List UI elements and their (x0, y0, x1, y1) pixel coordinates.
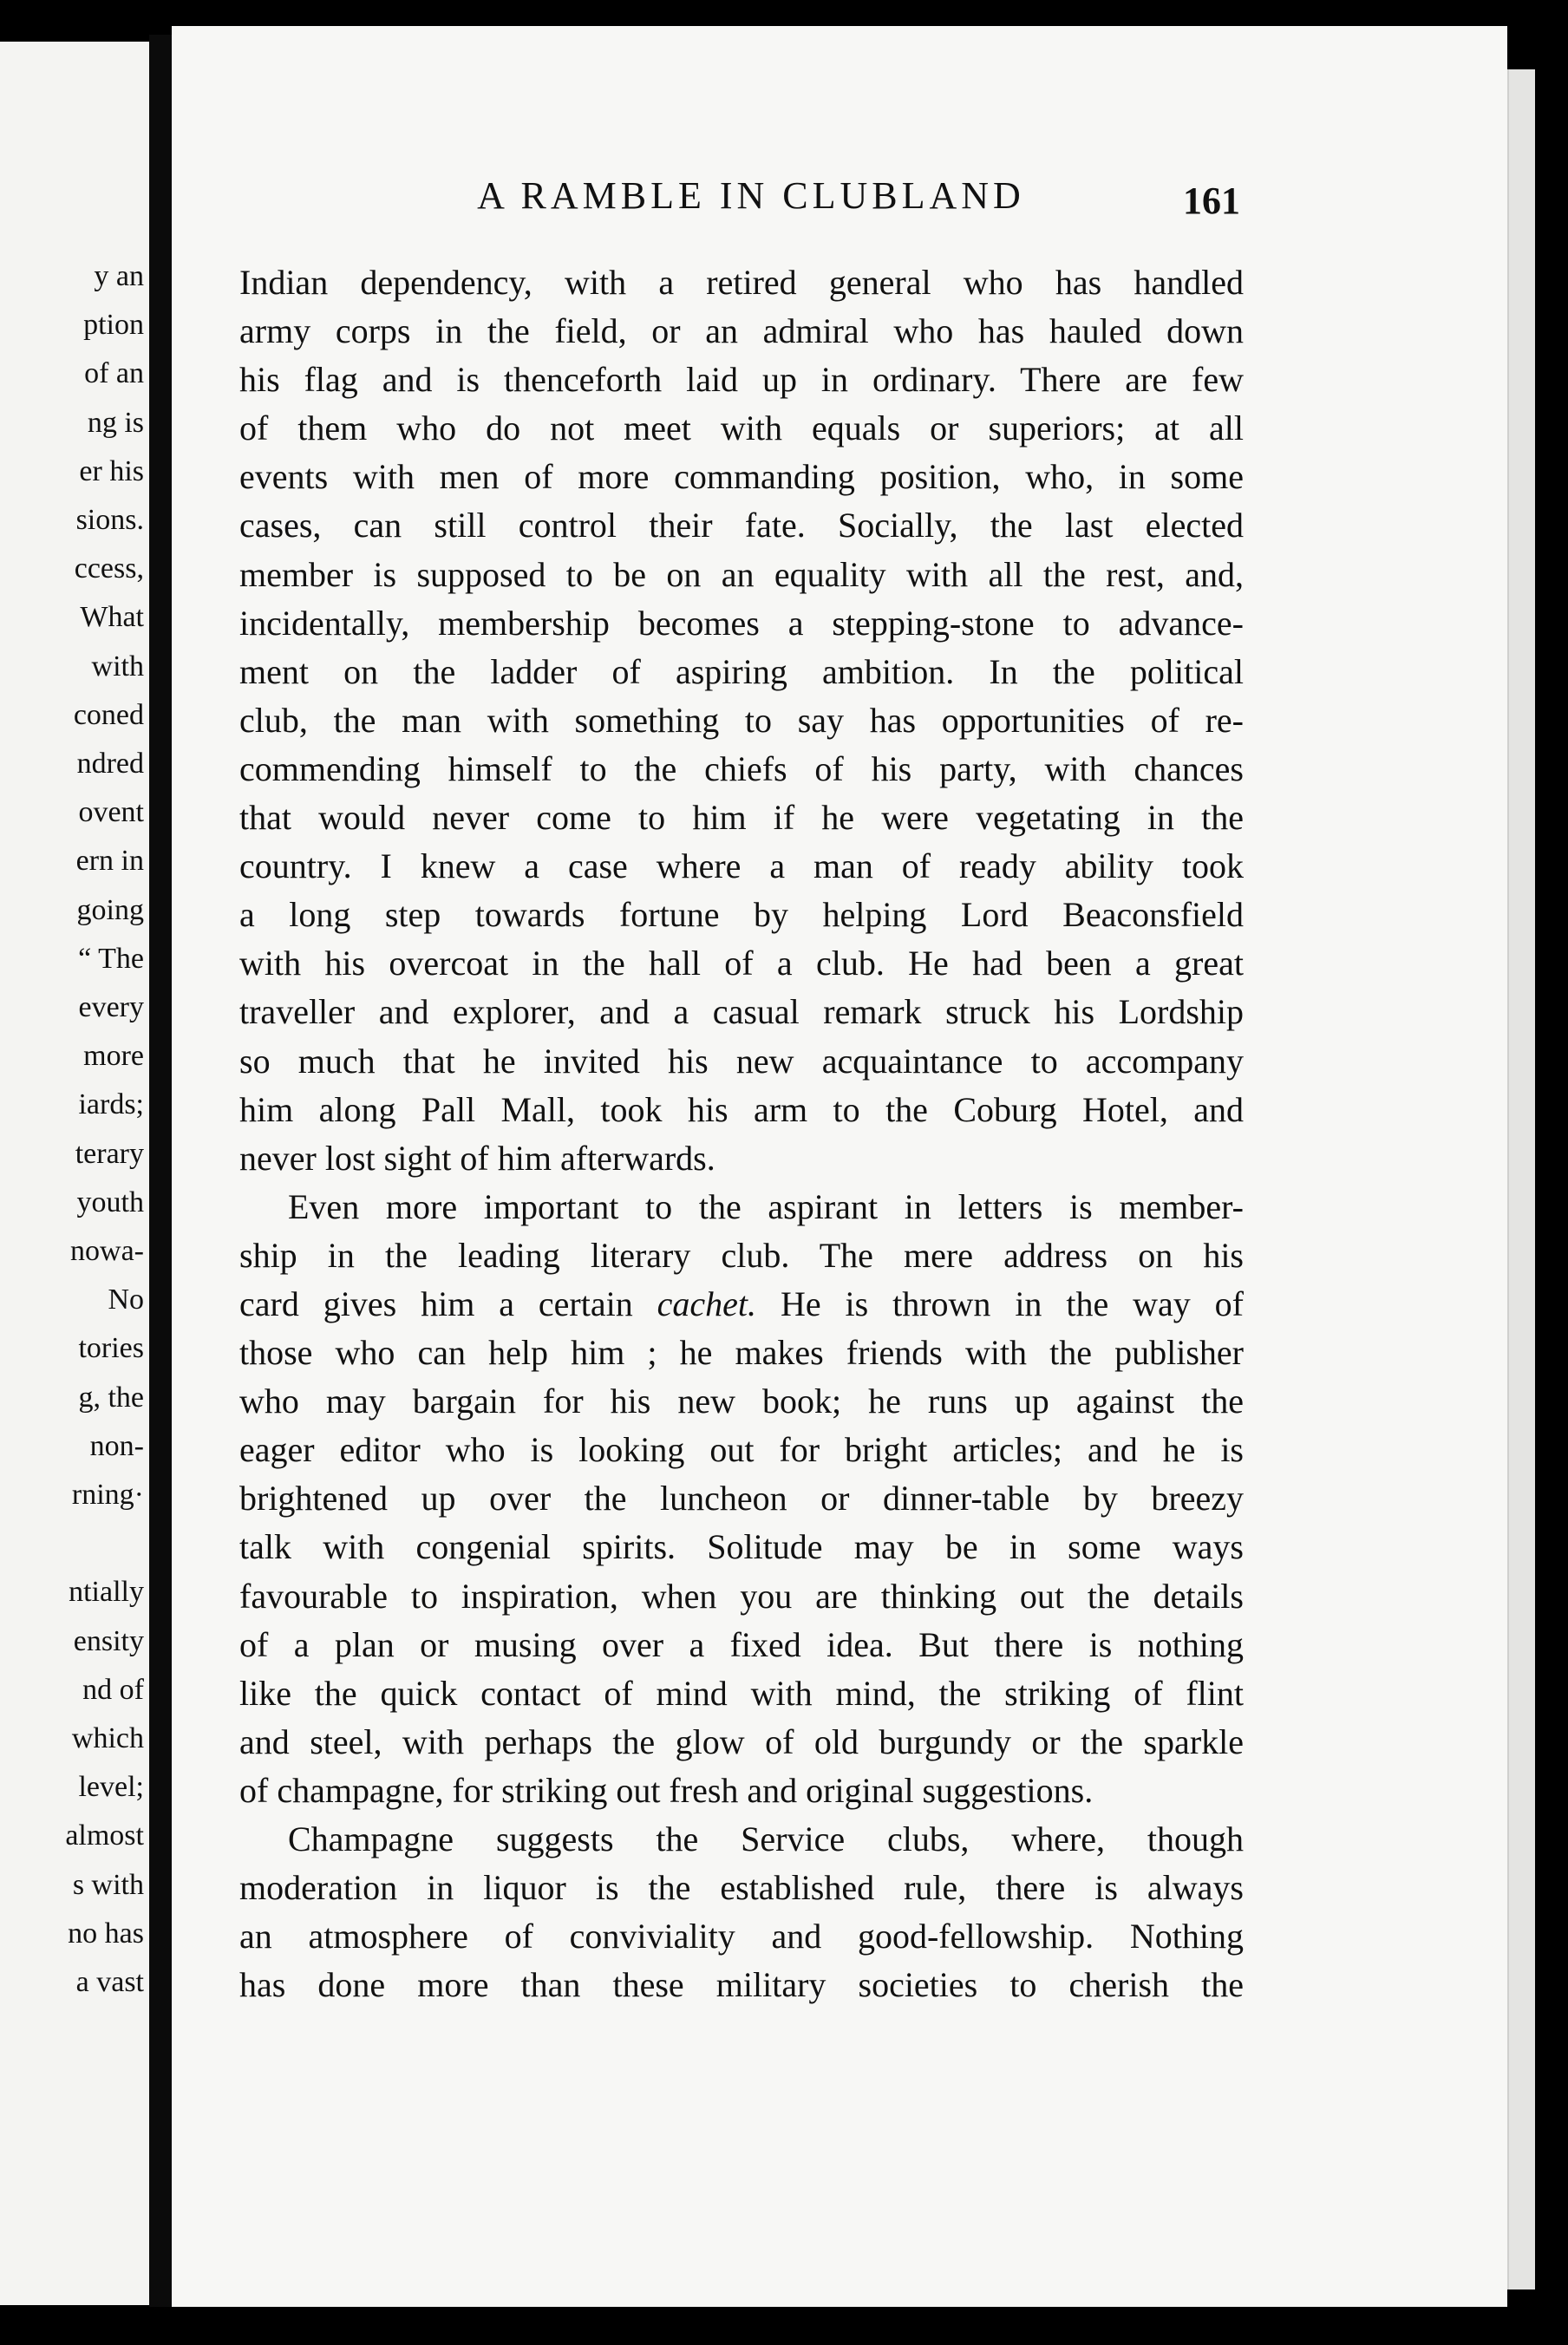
previous-page-line: more (83, 1040, 144, 1073)
previous-page-line: ern in (75, 845, 144, 878)
text-line: of them who do not meet with equals or superiors; at all (239, 408, 1244, 448)
text-line: favourable to inspiration, when you are thinking out the details (239, 1576, 1244, 1616)
previous-page-line: “ The (78, 942, 144, 975)
previous-page-line: y an (94, 260, 144, 292)
text-line: like the quick contact of mind with mind, the striking of flint (239, 1673, 1244, 1713)
text-line: club, the man with something to say has opportunities of re- (239, 700, 1244, 740)
previous-page-line: level; (78, 1771, 144, 1804)
text-line: talk with congenial spirits. Solitude may be in some ways (239, 1527, 1244, 1567)
text-line: Even more important to the aspirant in letters is member- (288, 1186, 1244, 1226)
text-line: Indian dependency, with a retired general who has handled (239, 263, 1244, 302)
text-line: Champagne suggests the Service clubs, where, though (288, 1819, 1244, 1858)
body-text (239, 258, 1244, 2009)
previous-page-line: ndred (76, 748, 144, 780)
page-edge (1507, 69, 1535, 2289)
previous-page-fragment (0, 42, 149, 2305)
text-line: who may bargain for his new book; he runs up against the (239, 1382, 1244, 1421)
text-segment: He is thrown in the way of (780, 1284, 1245, 1323)
page-number: 161 (1183, 180, 1240, 222)
text-segment: card gives him a certain (239, 1284, 633, 1323)
previous-page-line: with (91, 650, 144, 683)
text-line: never lost sight of him afterwards. (239, 1138, 715, 1178)
previous-page-line: terary (75, 1137, 144, 1170)
text-line: incidentally, membership becomes a stepping-stone to advance- (239, 603, 1244, 643)
previous-page-line: going (76, 893, 144, 926)
previous-page-line: every (78, 991, 144, 1023)
text-line: army corps in the field, or an admiral who has hauled down (239, 311, 1244, 351)
previous-page-line: ng is (87, 406, 144, 439)
previous-page-line: coned (73, 698, 144, 731)
previous-page-line: almost (65, 1819, 144, 1852)
text-line: eager editor who is looking out for bright articles; and he is (239, 1430, 1244, 1470)
previous-page-line: No (108, 1284, 144, 1316)
previous-page-line: ntially (69, 1576, 144, 1609)
italic-word: cachet. (657, 1284, 757, 1323)
text-line: so much that he invited his new acquaintance to accompany (239, 1041, 1244, 1081)
text-line: brightened up over the luncheon or dinner-table by breezy (239, 1479, 1244, 1519)
previous-page-line: ccess, (74, 552, 144, 585)
text-line: events with men of more commanding position, who, in some (239, 457, 1244, 497)
text-line: member is supposed to be on an equality with all the rest, and, (239, 554, 1244, 594)
text-line-with-italic (239, 1280, 1244, 1329)
previous-page-line: no has (68, 1917, 144, 1950)
previous-page-line: which (71, 1722, 144, 1754)
text-line: country. I knew a case where a man of ready ability took (239, 846, 1244, 886)
previous-page-line: g, the (78, 1381, 144, 1414)
text-line: ship in the leading literary club. The mere address on his (239, 1235, 1244, 1275)
previous-page-line: a vast (75, 1966, 144, 1998)
previous-page-line: of an (84, 357, 144, 390)
text-line: that would never come to him if he were vegetating in the (239, 798, 1244, 838)
previous-page-line: er his (79, 454, 144, 487)
text-line: ment on the ladder of aspiring ambition. In the political (239, 651, 1244, 691)
previous-page-line: tories (78, 1332, 144, 1365)
text-line: of champagne, for striking out fresh and original suggestions. (239, 1770, 1094, 1810)
text-line: those who can help him ; he makes friends with the publisher (239, 1333, 1244, 1373)
text-line: and steel, with perhaps the glow of old burgundy or the sparkle (239, 1721, 1244, 1761)
paragraph-1 (239, 258, 1244, 1183)
text-line: with his overcoat in the hall of a club. He had been a great (239, 944, 1244, 983)
book-gutter (149, 35, 172, 2307)
previous-page-line: youth (76, 1186, 144, 1218)
previous-page-line: non- (89, 1429, 144, 1462)
text-line: him along Pall Mall, took his arm to the Coburg Hotel, and (239, 1089, 1244, 1129)
previous-page-line: s with (72, 1868, 144, 1901)
paragraph-2 (239, 1183, 1244, 1815)
previous-page-line: sions. (75, 504, 144, 536)
previous-page-line: What (80, 601, 144, 634)
text-line: an atmosphere of conviviality and good-fellowship. Nothing (239, 1917, 1244, 1956)
text-line: traveller and explorer, and a casual remark struck his Lordship (239, 992, 1244, 1032)
previous-page-line: nowa- (70, 1235, 144, 1267)
previous-page-line: ption (83, 309, 144, 342)
running-head: A RAMBLE IN CLUBLAND (477, 174, 1025, 217)
text-line: of a plan or musing over a fixed idea. But there is nothing (239, 1624, 1244, 1664)
text-line: a long step towards fortune by helping Lord Beaconsfield (239, 895, 1244, 935)
text-line: moderation in liquor is the established rule, there is always (239, 1868, 1244, 1908)
previous-page-line: rning· (71, 1479, 144, 1511)
previous-page-line: nd of (82, 1673, 144, 1706)
paragraph-3 (239, 1815, 1244, 2009)
text-line: cases, can still control their fate. Socially, the last elected (239, 506, 1244, 545)
text-line: his flag and is thenceforth laid up in ordinary. There are few (239, 360, 1244, 400)
previous-page-line: ovent (78, 796, 144, 829)
text-line: commending himself to the chiefs of his party, with chances (239, 748, 1244, 788)
previous-page-line: iards; (78, 1088, 144, 1121)
previous-page-line: ensity (73, 1624, 144, 1657)
text-line: has done more than these military societies to cherish the (239, 1965, 1244, 2005)
